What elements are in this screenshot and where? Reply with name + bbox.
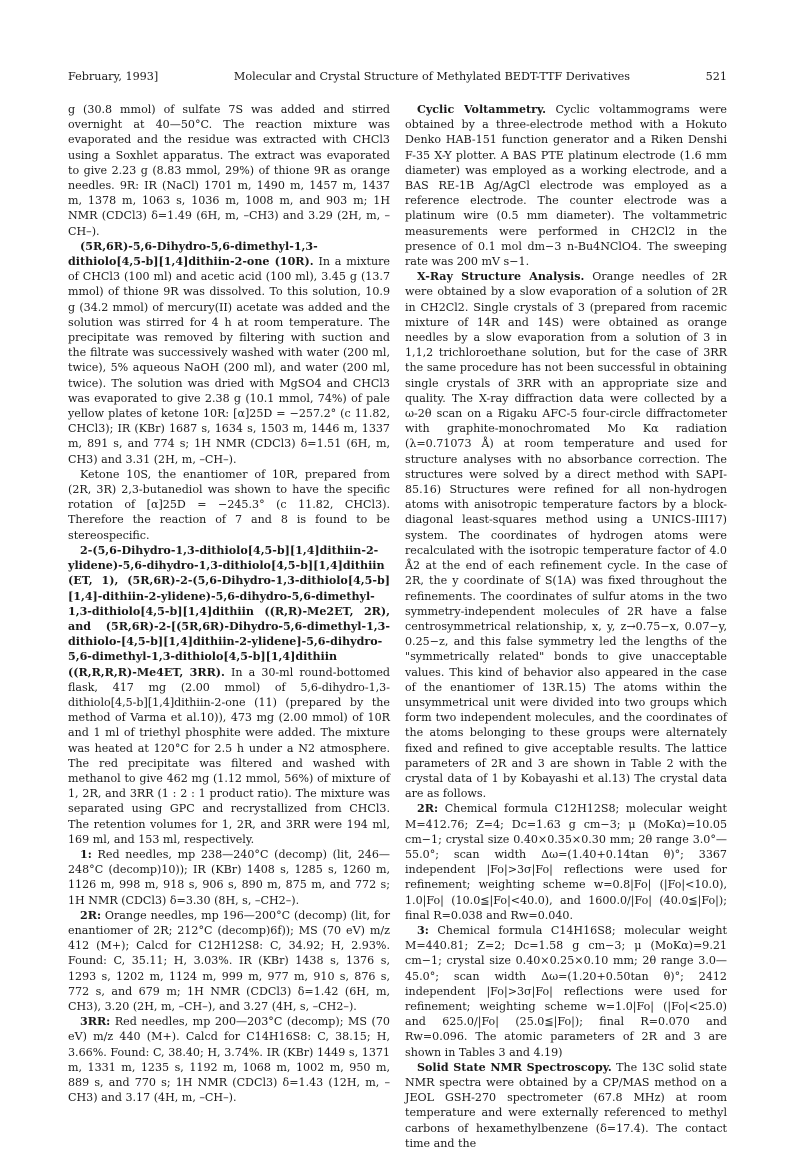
paragraph-body: Orange needles, mp 196—200°C (decomp) (lit, for enantiomer of 2R; 212°C (decomp)6f)); MS (70 eV) m/z 412 (M+); Calcd for C12H12S8: C, 34.92; H, 2.93%. Found: C, 35.11; H, 3.03%. IR (KBr) 1438 s, 1376 s, 1293 s, 1202 m, 1124 m, 999 m, 977 m, 910 s, 876 s, 772 s, and 679 m; 1H NMR (CDCl3) δ=1.42 (6H, m, CH3), 3.20 (2H, m, –CH–), and 3.27 (4H, s, –CH2–).	[68, 908, 390, 1013]
compound-label: 3RR:	[80, 1015, 111, 1029]
paragraph	[405, 269, 727, 801]
paragraph	[68, 543, 390, 847]
paragraph-body: Red needles, mp 200—203°C (decomp); MS (70 eV) m/z 440 (M+). Calcd for C14H16S8: C, 38.15; H, 3.66%. Found: C, 38.40; H, 3.74%. IR (KBr) 1449 s, 1371 m, 1331 m, 1235 s, 1192 m, 1068 m, 1002 m, 950 m, 889 s, and 770 s; 1H NMR (CDCl3) δ=1.43 (12H, m, –CH3) and 3.17 (4H, m, –CH–).	[68, 1015, 390, 1105]
compound-label: 2R:	[80, 908, 102, 922]
compound-label: 2R:	[417, 802, 439, 816]
header-date: February, 1993]	[68, 70, 159, 83]
paragraph	[405, 102, 727, 269]
paragraph	[68, 847, 390, 908]
paragraph	[68, 239, 390, 467]
page-number: 521	[705, 70, 727, 83]
section-heading: X-Ray Structure Analysis.	[417, 270, 585, 284]
right-column	[405, 102, 727, 1151]
section-heading: Cyclic Voltammetry.	[417, 103, 547, 116]
paragraph-body: Cyclic voltammograms were obtained by a three-electrode method with a Hokuto Denko HAB-151 function generator and a Riken Denshi F-35 X-Y plotter. A BAS PTE platinum electrode (1.6 mm diameter) was employed as a working electrode, and a BAS RE-1B Ag/AgCl electrode was employed as a reference electrode. The counter electrode was a platinum wire (0.5 mm diameter). The voltammetric measurements were performed in CH2Cl2 in the presence of 0.1 mol dm−3 n-Bu4NClO4. The sweeping rate was 200 mV s−1.	[405, 103, 728, 269]
section-heading: Solid State NMR Spectroscopy.	[417, 1060, 612, 1074]
compound-label: 1:	[80, 847, 92, 861]
paragraph-body: Chemical formula C12H12S8; molecular weight M=412.76; Z=4; Dc=1.63 g cm−3; μ (MoKα)=10.05 cm−1; crystal size 0.40×0.35×0.30 mm; 2θ range 3.0°—55.0°; scan width Δω=(1.40+0.14tan θ)°; 3367 independent |Fo|>3σ|Fo| reflections were used for refinement; weighting scheme w=0.8|Fo| (|Fo|<10.0), 1.0|Fo| (10.0≦|Fo|<40.0), and 1600.0/|Fo| (40.0≦|Fo|); final R=0.038 and Rw=0.040.	[405, 802, 728, 922]
paragraph-body: Orange needles of 2R were obtained by a slow evaporation of a solution of 2R in CH2Cl2. Single crystals of 3 (prepared from racemic mixture of 14R and 14S) were obtained as orange needles by a slow evaporation from a solution of 3 in 1,1,2 trichloroethane solution, but for the case of 3RR the same procedure has not been successful in obtaining single crystals of 3RR with an appropriate size and quality. The X-ray diffraction data were collected by a ω-2θ scan on a Rigaku AFC-5 four-circle diffractometer with graphite-monochromated Mo Kα radiation (λ=0.71073 Å) at room temperature and used for structure analyses with no absorbance correction. The structures were solved by a direct method with SAPI-85.16) Structures were refined for all non-hydrogen atoms with anisotropic temperature factors by a block-diagonal least-squares method using a UNICS-III17) system. The coordinates of hydrogen atoms were recalculated with the isotropic temperature factor of 4.0 Å2 at the end of each refinement cycle. In the case of 2R, the y coordinate of S(1A) was fixed throughout the refinements. The coordinates of sulfur atoms in the two symmetry-independent molecules of 2R have a false centrosymmetrical relationship, x, y, z→0.75−x, 0.07−y, 0.25−z, and this false symmetry led the lengths of the "symmetrically related" bonds to give unacceptable values. This kind of behavior also appeared in the case of the enantiomer of 13R.15) The atoms within the unsymmetrical unit were divided into two groups which form two independent molecules, and the coordinates of the atoms belonging to these groups were alternately fixed and refined to give acceptable results. The lattice parameters of 2R and 3 are shown in Table 2 with the crystal data of 1 by Kobayashi et al.13) The crystal data are as follows.	[405, 270, 727, 801]
paragraph-body: Red needles, mp 238—240°C (decomp) (lit, 246—248°C (decomp)10)); IR (KBr) 1408 s, 1285 s, 1260 m, 1126 m, 998 m, 918 s, 906 s, 890 m, 875 m, and 772 s; 1H NMR (CDCl3) δ=3.30 (8H, s, –CH2–).	[68, 847, 391, 907]
running-header	[68, 70, 727, 86]
paragraph-body: In a 30-ml round-bottomed flask, 417 mg (2.00 mmol) of 5,6-dihydro-1,3-dithiolo[4,5-b][1,4]dithiin-2-one (11) (prepared by the method of Varma et al.10)), 473 mg (2.00 mmol) of 10R and 1 ml of triethyl phosphite were added. The mixture was heated at 120°C for 2.5 h under a N2 atmosphere. The red precipitate was filtered and washed with methanol to give 462 mg (1.12 mmol, 56%) of mixture of 1, 2R, and 3RR (1 : 2 : 1 product ratio). The mixture was separated using GPC and recrystallized from CHCl3. The retention volumes for 1, 2R, and 3RR were 194 ml, 169 ml, and 153 ml, respectively.	[68, 665, 391, 846]
paragraph	[405, 923, 727, 1060]
paragraph-body: In a mixture of CHCl3 (100 ml) and acetic acid (100 ml), 3.45 g (13.7 mmol) of thione 9R was dissolved. To this solution, 10.9 g (34.2 mmol) of mercury(II) acetate was added and the solution was stirred for 4 h at room temperature. The precipitate was removed by filtering with suction and the filtrate was successively washed with water (200 ml, twice), 5% aqueous NaOH (200 ml), and water (200 ml, twice). The solution was dried with MgSO4 and CHCl3 was evaporated to give 2.38 g (10.1 mmol, 74%) of pale yellow plates of ketone 10R: [α]25D = −257.2° (c 11.82, CHCl3); IR (KBr) 1687 s, 1634 s, 1503 m, 1446 m, 1337 m, 891 s, and 774 s; 1H NMR (CDCl3) δ=1.51 (6H, m, CH3) and 3.31 (2H, m, –CH–).	[68, 255, 390, 466]
paragraph: Ketone 10S, the enantiomer of 10R, prepared from (2R, 3R) 2,3-butanediol was shown to have the specific rotation of [α]25D = −245.3° (c 11.82, CHCl3). Therefore the reaction of 7 and 8 is found to be stereospecific.	[68, 467, 390, 542]
section-heading: (5R,6R)-5,6-Dihydro-5,6-dimethyl-1,3-dithiolo[4,5-b][1,4]dithiin-2-one (10R).	[68, 239, 318, 269]
section-heading: 2-(5,6-Dihydro-1,3-dithiolo[4,5-b][1,4]dithiin-2-ylidene)-5,6-dihydro-1,3-dithiolo[4,5-b][1,4]dithiin (ET, 1), (5R,6R)-2-(5,6-Dihydro-1,3-dithiolo[4,5-b][1,4]-dithiin-2-ylidene)-5,6-dihydro-5,6-dimethyl-1,3-dithiolo[4,5-b][1,4]dithiin ((R,R)-Me2ET, 2R), and (5R,6R)-2-[(5R,6R)-Dihydro-5,6-dimethyl-1,3-dithiolo-[4,5-b][1,4]dithiin-2-ylidene]-5,6-dihydro-5,6-dimethyl-1,3-dithiolo[4,5-b][1,4]dithiin ((R,R,R,R)-Me4ET, 3RR).	[68, 543, 390, 679]
paragraph	[68, 908, 390, 1014]
compound-label: 3:	[417, 923, 429, 937]
paragraph-body: Chemical formula C14H16S8; molecular weight M=440.81; Z=2; Dc=1.58 g cm−3; μ (MoKα)=9.21 cm−1; crystal size 0.40×0.25×0.10 mm; 2θ range 3.0—45.0°; scan width Δω=(1.20+0.50tan θ)°; 2412 independent |Fo|>3σ|Fo| reflections were used for refinement; weighting scheme w=1.0|Fo| (|Fo|<25.0) and 625.0/|Fo| (25.0≦|Fo|); final R=0.070 and Rw=0.096. The atomic parameters of 2R and 3 are shown in Tables 3 and 4.19)	[405, 923, 728, 1059]
paragraph	[405, 801, 727, 923]
paragraph-body: The 13C solid state NMR spectra were obtained by a CP/MAS method on a JEOL GSH-270 spectrometer (67.8 MHz) at room temperature and were externally referenced to methyl carbons of hexamethylbenzene (δ=17.4). The contact time and the	[405, 1060, 727, 1150]
paragraph: g (30.8 mmol) of sulfate 7S was added and stirred overnight at 40—50°C. The reaction mixture was evaporated and the residue was extracted with CHCl3 using a Soxhlet apparatus. The extract was evaporated to give 2.23 g (8.83 mmol, 29%) of thione 9R as orange needles. 9R: IR (NaCl) 1701 m, 1490 m, 1457 m, 1437 m, 1378 m, 1063 s, 1036 m, 1008 m, and 903 m; 1H NMR (CDCl3) δ=1.49 (6H, m, –CH3) and 3.29 (2H, m, –CH–).	[68, 103, 390, 238]
paragraph	[405, 1060, 727, 1151]
paragraph	[68, 1014, 390, 1105]
left-column	[68, 102, 390, 1105]
header-title: Molecular and Crystal Structure of Methylated BEDT-TTF Derivatives	[233, 70, 631, 83]
